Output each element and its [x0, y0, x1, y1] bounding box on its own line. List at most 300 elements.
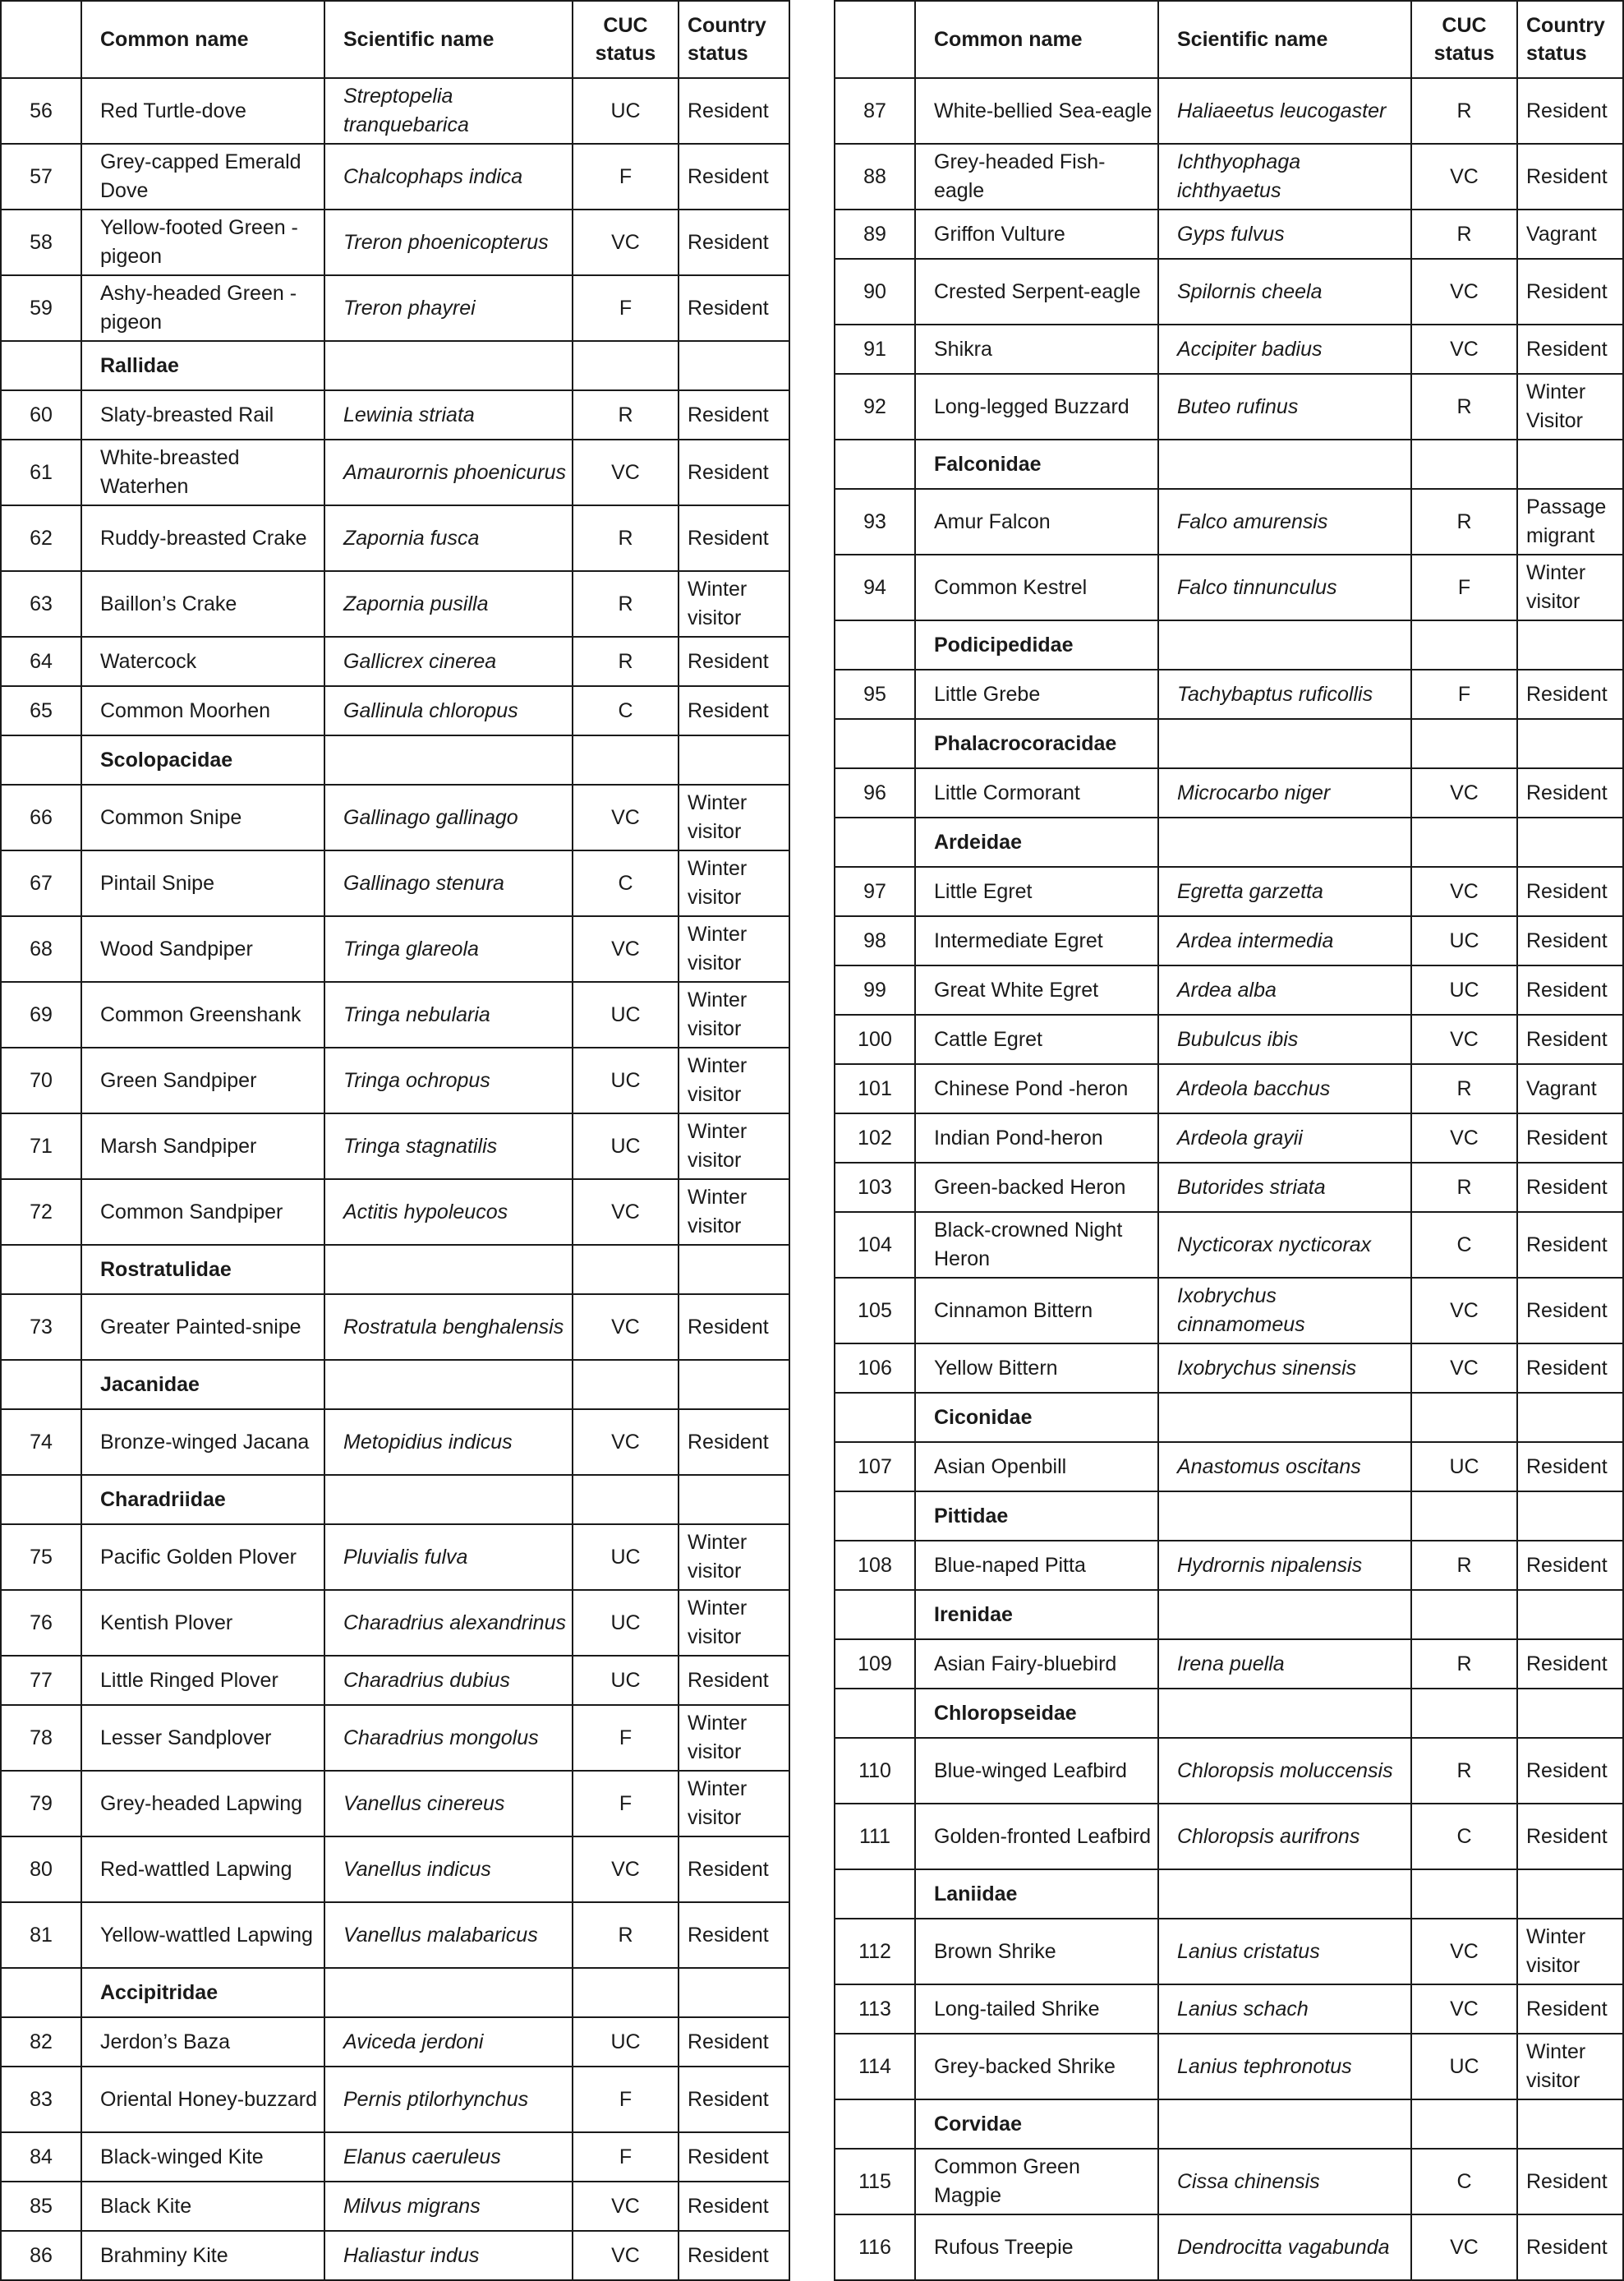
- cuc-status: UC: [1411, 916, 1517, 965]
- scientific-name: Spilornis cheela: [1158, 259, 1411, 325]
- cuc-status: C: [1411, 1804, 1517, 1869]
- family-number-cell: [1, 1245, 81, 1294]
- cuc-status: F: [573, 144, 679, 210]
- scientific-name: Buteo rufinus: [1158, 374, 1411, 440]
- cuc-status: UC: [1411, 965, 1517, 1015]
- family-row: [1, 1360, 789, 1409]
- species-number: 64: [1, 637, 81, 686]
- cuc-status: R: [1411, 210, 1517, 259]
- table-row: [835, 1278, 1623, 1343]
- species-number: 85: [1, 2182, 81, 2231]
- common-name: Pintail Snipe: [81, 850, 324, 916]
- scientific-name: Pluvialis fulva: [324, 1524, 573, 1590]
- cuc-status: VC: [573, 916, 679, 982]
- family-cuc-cell: [1411, 1590, 1517, 1639]
- species-number: 65: [1, 686, 81, 735]
- family-name: Podicipedidae: [915, 620, 1158, 670]
- cuc-status: R: [573, 390, 679, 440]
- country-status: Winter Visitor: [1517, 374, 1623, 440]
- family-cuc-cell: [1411, 440, 1517, 489]
- country-status: Resident: [679, 275, 789, 341]
- family-cuc-cell: [1411, 818, 1517, 867]
- table-row: [835, 1738, 1623, 1804]
- country-status: Resident: [679, 144, 789, 210]
- species-number: 63: [1, 571, 81, 637]
- family-number-cell: [835, 1689, 915, 1738]
- table-row: [1, 916, 789, 982]
- family-status-cell: [1517, 1689, 1623, 1738]
- species-number: 95: [835, 670, 915, 719]
- country-status: Resident: [1517, 78, 1623, 144]
- cuc-status: VC: [573, 2182, 679, 2231]
- family-row: [1, 1245, 789, 1294]
- cuc-status: C: [1411, 1212, 1517, 1278]
- family-name: Jacanidae: [81, 1360, 324, 1409]
- country-status: Resident: [1517, 325, 1623, 374]
- cuc-status: VC: [1411, 1278, 1517, 1343]
- family-status-cell: [679, 1968, 789, 2017]
- table-row: [1, 210, 789, 275]
- common-name: Slaty-breasted Rail: [81, 390, 324, 440]
- country-status: Resident: [679, 505, 789, 571]
- header-common-name: Common name: [81, 1, 324, 78]
- country-status: Resident: [1517, 144, 1623, 210]
- cuc-status: F: [573, 2067, 679, 2132]
- scientific-name: Chloropsis moluccensis: [1158, 1738, 1411, 1804]
- cuc-status: C: [1411, 2149, 1517, 2214]
- scientific-name: Gallinula chloropus: [324, 686, 573, 735]
- table-row: [835, 1541, 1623, 1590]
- cuc-status: F: [1411, 555, 1517, 620]
- common-name: Watercock: [81, 637, 324, 686]
- country-status: Winter visitor: [1517, 2034, 1623, 2099]
- country-status: Resident: [1517, 670, 1623, 719]
- family-status-cell: [679, 341, 789, 390]
- table-row: [1, 2182, 789, 2231]
- common-name: Little Cormorant: [915, 768, 1158, 818]
- cuc-status: UC: [573, 2017, 679, 2067]
- common-name: Marsh Sandpiper: [81, 1113, 324, 1179]
- table-row: [835, 2034, 1623, 2099]
- common-name: Black Kite: [81, 2182, 324, 2231]
- family-row: [835, 1689, 1623, 1738]
- species-number: 82: [1, 2017, 81, 2067]
- cuc-status: F: [573, 1705, 679, 1771]
- species-number: 96: [835, 768, 915, 818]
- scientific-name: Gallinago gallinago: [324, 785, 573, 850]
- family-cuc-cell: [573, 1360, 679, 1409]
- family-row: [1, 735, 789, 785]
- family-status-cell: [679, 1360, 789, 1409]
- family-sci-cell: [1158, 1590, 1411, 1639]
- species-number: 89: [835, 210, 915, 259]
- common-name: Jerdon’s Baza: [81, 2017, 324, 2067]
- cuc-status: VC: [573, 785, 679, 850]
- family-status-cell: [1517, 2099, 1623, 2149]
- family-number-cell: [835, 719, 915, 768]
- common-name: Brahminy Kite: [81, 2231, 324, 2280]
- species-number: 62: [1, 505, 81, 571]
- table-row: [835, 965, 1623, 1015]
- cuc-status: UC: [573, 1590, 679, 1656]
- country-status: Resident: [679, 2182, 789, 2231]
- common-name: Common Sandpiper: [81, 1179, 324, 1245]
- scientific-name: Chalcophaps indica: [324, 144, 573, 210]
- species-number: 98: [835, 916, 915, 965]
- header-scientific-name: Scientific name: [324, 1, 573, 78]
- common-name: Wood Sandpiper: [81, 916, 324, 982]
- common-name: Griffon Vulture: [915, 210, 1158, 259]
- cuc-status: F: [573, 2132, 679, 2182]
- table-row: [1, 1113, 789, 1179]
- country-status: Resident: [1517, 1278, 1623, 1343]
- common-name: Common Kestrel: [915, 555, 1158, 620]
- table-row: [835, 670, 1623, 719]
- species-number: 74: [1, 1409, 81, 1475]
- family-cuc-cell: [1411, 620, 1517, 670]
- country-status: Resident: [679, 2017, 789, 2067]
- table-row: [1, 1590, 789, 1656]
- cuc-status: R: [1411, 1738, 1517, 1804]
- country-status: Winter visitor: [679, 1048, 789, 1113]
- cuc-status: F: [1411, 670, 1517, 719]
- scientific-name: Actitis hypoleucos: [324, 1179, 573, 1245]
- header-common-name: Common name: [915, 1, 1158, 78]
- cuc-status: VC: [573, 1409, 679, 1475]
- scientific-name: Treron phoenicopterus: [324, 210, 573, 275]
- table-row: [835, 555, 1623, 620]
- scientific-name: Ardeola grayii: [1158, 1113, 1411, 1163]
- table-row: [1, 505, 789, 571]
- cuc-status: UC: [1411, 1442, 1517, 1491]
- family-number-cell: [1, 1968, 81, 2017]
- cuc-status: VC: [1411, 1343, 1517, 1393]
- common-name: Great White Egret: [915, 965, 1158, 1015]
- country-status: Resident: [1517, 768, 1623, 818]
- family-name: Corvidae: [915, 2099, 1158, 2149]
- common-name: Black-crowned Night Heron: [915, 1212, 1158, 1278]
- table-row: [1, 1771, 789, 1836]
- table-row: [1, 390, 789, 440]
- scientific-name: Lanius schach: [1158, 1984, 1411, 2034]
- family-number-cell: [835, 1393, 915, 1442]
- common-name: Little Egret: [915, 867, 1158, 916]
- species-number: 80: [1, 1836, 81, 1902]
- family-number-cell: [835, 620, 915, 670]
- family-row: [1, 341, 789, 390]
- bird-table-body: [1, 1, 789, 2280]
- family-status-cell: [1517, 1393, 1623, 1442]
- family-name: Accipitridae: [81, 1968, 324, 2017]
- country-status: Resident: [679, 2231, 789, 2280]
- scientific-name: Vanellus malabaricus: [324, 1902, 573, 1968]
- common-name: Cinnamon Bittern: [915, 1278, 1158, 1343]
- family-number-cell: [1, 735, 81, 785]
- family-cuc-cell: [573, 1475, 679, 1524]
- table-row: [835, 1343, 1623, 1393]
- species-number: 58: [1, 210, 81, 275]
- scientific-name: Zapornia fusca: [324, 505, 573, 571]
- table-row: [1, 2067, 789, 2132]
- cuc-status: VC: [1411, 144, 1517, 210]
- header-country-status: Country status: [1517, 1, 1623, 78]
- species-number: 87: [835, 78, 915, 144]
- species-number: 57: [1, 144, 81, 210]
- species-number: 84: [1, 2132, 81, 2182]
- family-cuc-cell: [1411, 1869, 1517, 1919]
- cuc-status: VC: [573, 1836, 679, 1902]
- family-status-cell: [1517, 818, 1623, 867]
- family-row: [1, 1968, 789, 2017]
- scientific-name: Chloropsis aurifrons: [1158, 1804, 1411, 1869]
- scientific-name: Charadrius dubius: [324, 1656, 573, 1705]
- species-number: 94: [835, 555, 915, 620]
- family-row: [835, 440, 1623, 489]
- table-row: [835, 768, 1623, 818]
- scientific-name: Zapornia pusilla: [324, 571, 573, 637]
- species-number: 92: [835, 374, 915, 440]
- common-name: Baillon’s Crake: [81, 571, 324, 637]
- species-number: 77: [1, 1656, 81, 1705]
- country-status: Resident: [679, 1656, 789, 1705]
- scientific-name: Dendrocitta vagabunda: [1158, 2214, 1411, 2280]
- header-number: [835, 1, 915, 78]
- species-number: 72: [1, 1179, 81, 1245]
- table-row: [835, 1163, 1623, 1212]
- country-status: Resident: [679, 637, 789, 686]
- cuc-status: VC: [573, 1294, 679, 1360]
- scientific-name: Haliastur indus: [324, 2231, 573, 2280]
- species-number: 112: [835, 1919, 915, 1984]
- family-sci-cell: [1158, 2099, 1411, 2149]
- common-name: Golden-fronted Leafbird: [915, 1804, 1158, 1869]
- species-number: 76: [1, 1590, 81, 1656]
- scientific-name: Tringa stagnatilis: [324, 1113, 573, 1179]
- scientific-name: Treron phayrei: [324, 275, 573, 341]
- cuc-status: UC: [573, 1656, 679, 1705]
- common-name: Grey-headed Lapwing: [81, 1771, 324, 1836]
- family-row: [835, 818, 1623, 867]
- family-cuc-cell: [1411, 2099, 1517, 2149]
- scientific-name: Gallicrex cinerea: [324, 637, 573, 686]
- cuc-status: VC: [1411, 1984, 1517, 2034]
- common-name: Pacific Golden Plover: [81, 1524, 324, 1590]
- cuc-status: UC: [573, 78, 679, 144]
- country-status: Resident: [1517, 1804, 1623, 1869]
- species-number: 101: [835, 1064, 915, 1113]
- table-row: [835, 489, 1623, 555]
- country-status: Resident: [1517, 2149, 1623, 2214]
- scientific-name: Butorides striata: [1158, 1163, 1411, 1212]
- family-cuc-cell: [573, 341, 679, 390]
- scientific-name: Pernis ptilorhynchus: [324, 2067, 573, 2132]
- table-row: [1, 1836, 789, 1902]
- common-name: White-bellied Sea-eagle: [915, 78, 1158, 144]
- family-cuc-cell: [573, 1968, 679, 2017]
- country-status: Resident: [1517, 1442, 1623, 1491]
- species-number: 75: [1, 1524, 81, 1590]
- scientific-name: Ardea alba: [1158, 965, 1411, 1015]
- species-number: 83: [1, 2067, 81, 2132]
- header-scientific-name: Scientific name: [1158, 1, 1411, 78]
- country-status: Resident: [679, 2067, 789, 2132]
- common-name: Yellow-wattled Lapwing: [81, 1902, 324, 1968]
- common-name: Oriental Honey-buzzard: [81, 2067, 324, 2132]
- table-row: [1, 1048, 789, 1113]
- common-name: Grey-capped Emerald Dove: [81, 144, 324, 210]
- common-name: Shikra: [915, 325, 1158, 374]
- species-number: 106: [835, 1343, 915, 1393]
- species-number: 104: [835, 1212, 915, 1278]
- family-sci-cell: [1158, 1491, 1411, 1541]
- country-status: Resident: [1517, 1639, 1623, 1689]
- species-number: 61: [1, 440, 81, 505]
- family-cuc-cell: [1411, 1491, 1517, 1541]
- cuc-status: R: [573, 1902, 679, 1968]
- family-name: Rostratulidae: [81, 1245, 324, 1294]
- species-number: 79: [1, 1771, 81, 1836]
- family-name: Phalacrocoracidae: [915, 719, 1158, 768]
- family-name: Pittidae: [915, 1491, 1158, 1541]
- common-name: Red-wattled Lapwing: [81, 1836, 324, 1902]
- cuc-status: VC: [573, 210, 679, 275]
- cuc-status: R: [1411, 1064, 1517, 1113]
- species-number: 102: [835, 1113, 915, 1163]
- family-sci-cell: [324, 1968, 573, 2017]
- scientific-name: Nycticorax nycticorax: [1158, 1212, 1411, 1278]
- table-row: [1, 1179, 789, 1245]
- common-name: Yellow-footed Green -pigeon: [81, 210, 324, 275]
- country-status: Resident: [679, 390, 789, 440]
- family-cuc-cell: [1411, 1689, 1517, 1738]
- country-status: Resident: [1517, 1343, 1623, 1393]
- common-name: Ruddy-breasted Crake: [81, 505, 324, 571]
- country-status: Winter visitor: [679, 571, 789, 637]
- country-status: Resident: [1517, 1212, 1623, 1278]
- cuc-status: C: [573, 686, 679, 735]
- species-number: 78: [1, 1705, 81, 1771]
- cuc-status: F: [573, 1771, 679, 1836]
- header-cuc-status: CUC status: [1411, 1, 1517, 78]
- cuc-status: C: [573, 850, 679, 916]
- scientific-name: Tachybaptus ruficollis: [1158, 670, 1411, 719]
- family-cuc-cell: [1411, 1393, 1517, 1442]
- scientific-name: Gyps fulvus: [1158, 210, 1411, 259]
- country-status: Resident: [1517, 1984, 1623, 2034]
- table-row: [835, 2149, 1623, 2214]
- cuc-status: VC: [1411, 867, 1517, 916]
- species-number: 60: [1, 390, 81, 440]
- scientific-name: Tringa glareola: [324, 916, 573, 982]
- species-number: 108: [835, 1541, 915, 1590]
- scientific-name: Amaurornis phoenicurus: [324, 440, 573, 505]
- species-number: 90: [835, 259, 915, 325]
- species-number: 68: [1, 916, 81, 982]
- common-name: Grey-backed Shrike: [915, 2034, 1158, 2099]
- country-status: Resident: [679, 78, 789, 144]
- species-number: 107: [835, 1442, 915, 1491]
- family-row: [835, 1393, 1623, 1442]
- common-name: White-breasted Waterhen: [81, 440, 324, 505]
- species-number: 109: [835, 1639, 915, 1689]
- family-status-cell: [679, 1475, 789, 1524]
- common-name: Green-backed Heron: [915, 1163, 1158, 1212]
- table-row: [835, 867, 1623, 916]
- table-row: [1, 2231, 789, 2280]
- common-name: Common Snipe: [81, 785, 324, 850]
- country-status: Winter visitor: [679, 916, 789, 982]
- family-sci-cell: [324, 1245, 573, 1294]
- country-status: Resident: [679, 1836, 789, 1902]
- table-row: [835, 1804, 1623, 1869]
- table-row: [1, 982, 789, 1048]
- species-number: 113: [835, 1984, 915, 2034]
- common-name: Common Greenshank: [81, 982, 324, 1048]
- common-name: Cattle Egret: [915, 1015, 1158, 1064]
- family-number-cell: [835, 818, 915, 867]
- scientific-name: Milvus migrans: [324, 2182, 573, 2231]
- scientific-name: Hydrornis nipalensis: [1158, 1541, 1411, 1590]
- country-status: Winter visitor: [679, 785, 789, 850]
- country-status: Passage migrant: [1517, 489, 1623, 555]
- common-name: Long-tailed Shrike: [915, 1984, 1158, 2034]
- family-status-cell: [1517, 440, 1623, 489]
- table-row: [1, 1409, 789, 1475]
- family-sci-cell: [324, 1475, 573, 1524]
- country-status: Vagrant: [1517, 1064, 1623, 1113]
- table-row: [835, 78, 1623, 144]
- table-row: [1, 1902, 789, 1968]
- family-sci-cell: [1158, 1393, 1411, 1442]
- cuc-status: R: [573, 505, 679, 571]
- cuc-status: UC: [573, 1048, 679, 1113]
- country-status: Resident: [1517, 1163, 1623, 1212]
- scientific-name: Ardea intermedia: [1158, 916, 1411, 965]
- common-name: Crested Serpent-eagle: [915, 259, 1158, 325]
- family-row: [835, 719, 1623, 768]
- table-row: [835, 1639, 1623, 1689]
- scientific-name: Rostratula benghalensis: [324, 1294, 573, 1360]
- family-status-cell: [679, 735, 789, 785]
- species-number: 59: [1, 275, 81, 341]
- country-status: Resident: [1517, 1015, 1623, 1064]
- table-row: [1, 2017, 789, 2067]
- table-row: [1, 78, 789, 144]
- family-row: [835, 1491, 1623, 1541]
- species-number: 88: [835, 144, 915, 210]
- common-name: Red Turtle-dove: [81, 78, 324, 144]
- species-number: 91: [835, 325, 915, 374]
- family-sci-cell: [1158, 818, 1411, 867]
- species-number: 67: [1, 850, 81, 916]
- cuc-status: F: [573, 275, 679, 341]
- table-row: [835, 1984, 1623, 2034]
- country-status: Winter visitor: [679, 1771, 789, 1836]
- species-number: 105: [835, 1278, 915, 1343]
- country-status: Winter visitor: [679, 1524, 789, 1590]
- scientific-name: Charadrius alexandrinus: [324, 1590, 573, 1656]
- scientific-name: Haliaeetus leucogaster: [1158, 78, 1411, 144]
- table-row: [835, 210, 1623, 259]
- country-status: Winter visitor: [679, 1705, 789, 1771]
- scientific-name: Accipiter badius: [1158, 325, 1411, 374]
- country-status: Resident: [1517, 916, 1623, 965]
- country-status: Resident: [1517, 1541, 1623, 1590]
- table-row: [1, 440, 789, 505]
- cuc-status: R: [1411, 78, 1517, 144]
- country-status: Resident: [1517, 1738, 1623, 1804]
- species-number: 86: [1, 2231, 81, 2280]
